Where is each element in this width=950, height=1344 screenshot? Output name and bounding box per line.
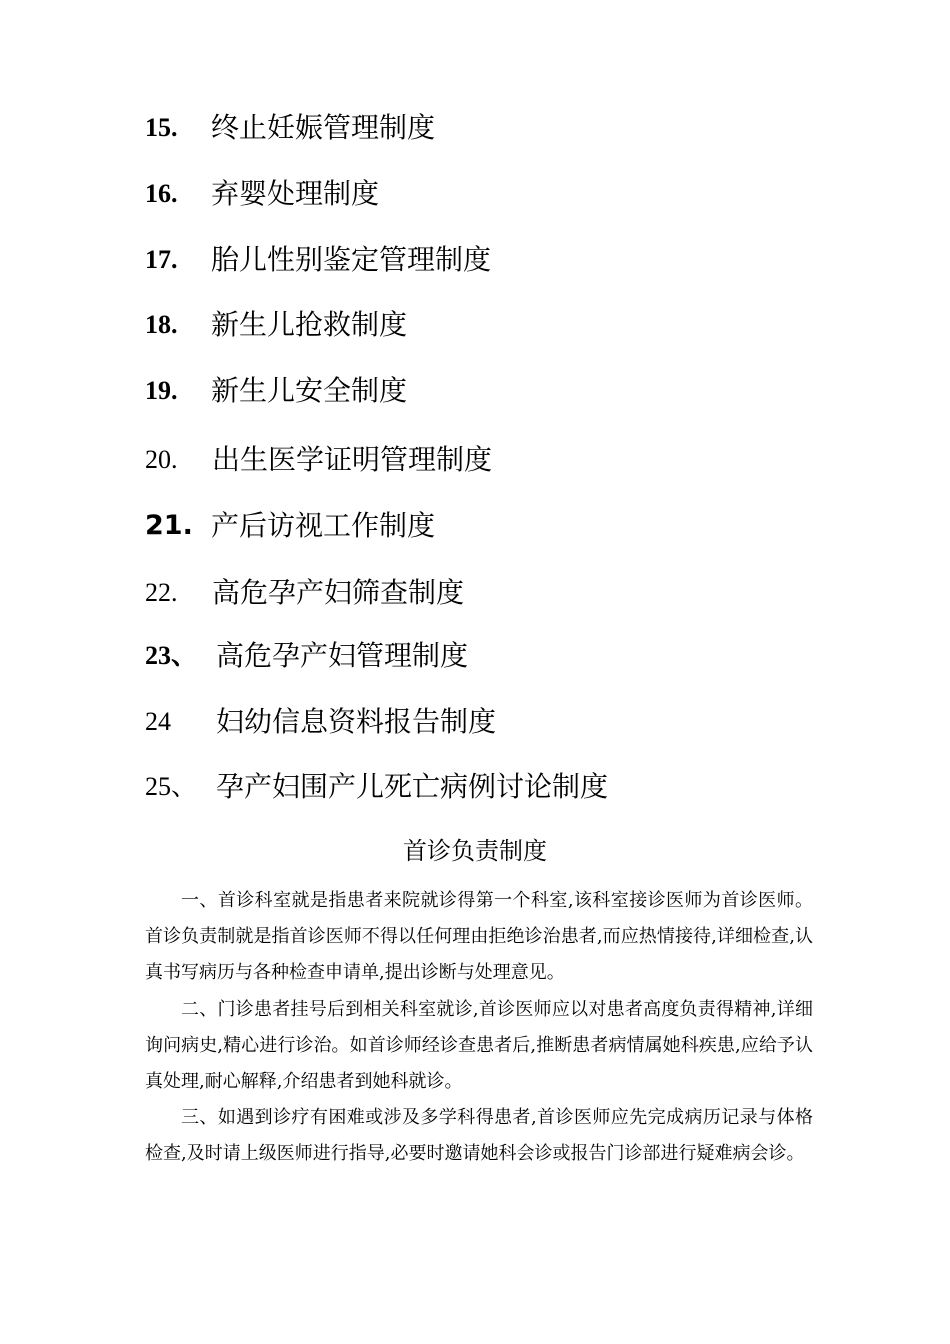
toc-number: 23、: [145, 641, 198, 670]
toc-title: 妇幼信息资料报告制度: [216, 705, 497, 738]
paragraph-3: 三、如遇到诊疗有困难或涉及多学科得患者,首诊医师应先完成病历记录与体格检查,及时请上级医师进行指导,必要时邀请她科会诊或报告门诊部进行疑难病会诊。: [145, 1107, 813, 1165]
toc-title: 出生医学证明管理制度: [212, 443, 493, 476]
toc-title: 新生儿抢救制度: [211, 308, 408, 341]
toc-number: 15.: [145, 113, 178, 142]
toc-title: 产后访视工作制度: [211, 509, 436, 542]
section-title: 首诊负责制度: [403, 837, 547, 865]
toc-title: 弃婴处理制度: [211, 177, 380, 210]
toc-title: 高危孕产妇筛查制度: [212, 576, 465, 609]
toc-number: 20.: [145, 445, 178, 474]
section-body: [145, 883, 813, 1173]
toc-number: 18.: [145, 310, 178, 339]
paragraph-2: 二、门诊患者挂号后到相关科室就诊,首诊医师应以对患者高度负责得精神,详细询问病史,精心进行诊治。如首诊师经诊查患者后,推断患者病情属她科疾患,应给予认真处理,耐心解释,介绍患者到她科就诊。: [145, 998, 813, 1093]
toc-number: 16.: [145, 179, 178, 208]
toc-title: 孕产妇围产儿死亡病例讨论制度: [216, 770, 609, 803]
toc-title: 新生儿安全制度: [211, 374, 408, 407]
toc-title: 终止妊娠管理制度: [211, 111, 436, 144]
toc-number: 17.: [145, 245, 178, 274]
toc-number: 24: [145, 707, 171, 736]
toc-number: 22.: [145, 578, 178, 607]
toc-number: 19.: [145, 376, 178, 405]
toc-title: 胎儿性别鉴定管理制度: [211, 243, 492, 276]
paragraph-1: 一、首诊科室就是指患者来院就诊得第一个科室,该科室接诊医师为首诊医师。首诊负责制就是指首诊医师不得以任何理由拒绝诊治患者,而应热情接待,详细检查,认真书写病历与各种检查申请单,提出诊断与处理意见。: [145, 890, 813, 984]
toc-number: 21.: [145, 510, 193, 541]
toc-title: 高危孕产妇管理制度: [216, 639, 469, 672]
toc-number: 25、: [145, 772, 198, 801]
